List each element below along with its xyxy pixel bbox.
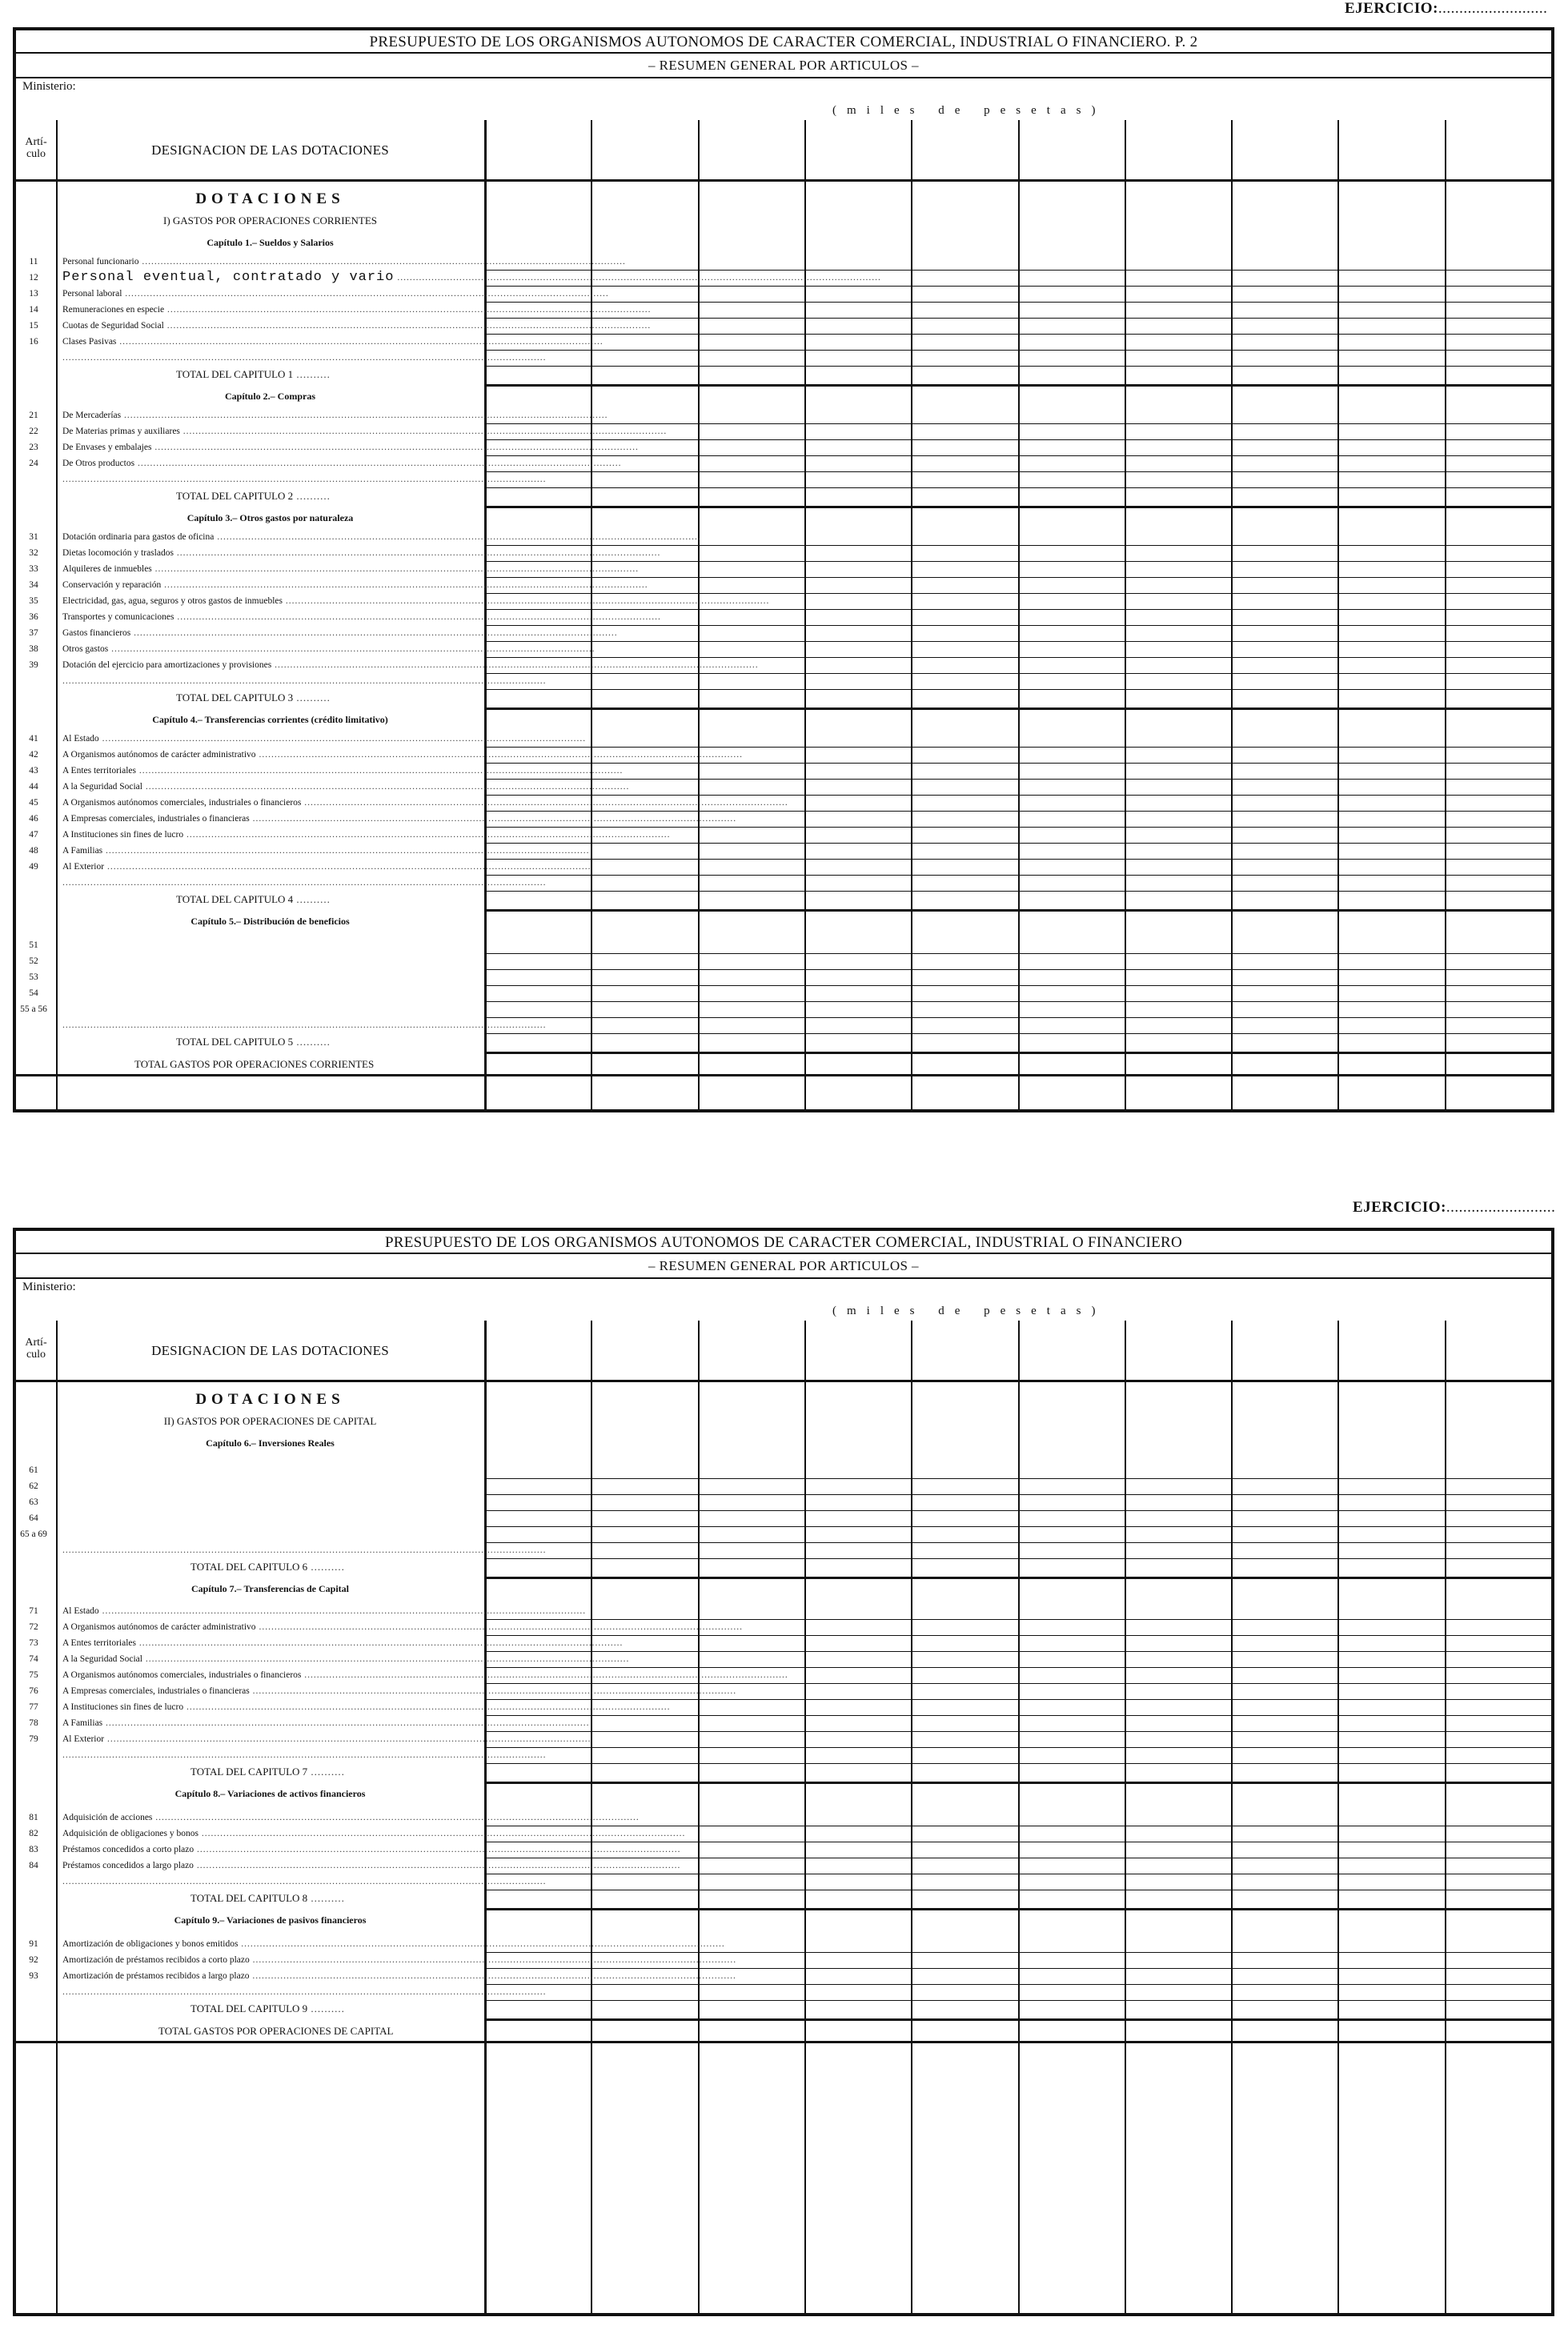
chapter-6-heading: Capítulo 6.– Inversiones Reales [206,1437,335,1449]
row-article-number: 73 [29,1638,38,1648]
row-designation: Al Exterior ............................................................................................................................................................ [62,862,592,872]
column-header-articulo: Artí-culo [25,136,47,160]
row-designation: Préstamos concedidos a corto plazo ............................................................................................................................................................ [62,1845,681,1854]
dotaciones-heading: DOTACIONES [195,190,345,207]
row-article-number: 65 a 69 [20,1529,47,1539]
row-designation: A Entes territoriales ............................................................................................................................................................ [62,766,624,776]
section-heading: I) GASTOS POR OPERACIONES CORRIENTES [162,214,377,226]
row-article-number: 49 [29,862,38,872]
total-chapter-8: TOTAL DEL CAPITULO 8 .......... [190,1892,345,1904]
row-article-number: 64 [29,1513,38,1523]
row-article-number: 37 [29,628,38,638]
total-chapter-7: TOTAL DEL CAPITULO 7 .......... [190,1766,345,1778]
column-header-designacion: DESIGNACION DE LAS DOTACIONES [151,142,389,158]
row-article-number: 16 [29,337,38,347]
total-chapter-1: TOTAL DEL CAPITULO 1 .......... [176,368,331,380]
row-article-number: 74 [29,1654,38,1664]
row-designation: Amortización de préstamos recibidos a corto plazo ............................................................................................................................................................ [62,1955,737,1965]
row-designation: A la Seguridad Social ............................................................................................................................................................ [62,1654,630,1664]
row-article-number: 93 [29,1971,38,1981]
row-article-number: 15 [29,321,38,331]
row-article-number: 12 [29,273,38,283]
row-article-number: 71 [29,1606,38,1616]
row-article-number: 43 [29,766,38,776]
row-article-number: 23 [29,443,38,452]
row-designation: Personal eventual, contratado y vario ............................................................................................................................................................ [62,270,881,285]
row-designation: A Organismos autónomos de carácter administrativo ............................................................................................................................................................ [62,1622,743,1632]
chapter-2-heading: Capítulo 2.– Compras [224,391,315,402]
ministerio-label: Ministerio: [22,80,76,93]
total-chapter-2: TOTAL DEL CAPITULO 2 .......... [176,490,331,502]
row-article-number: 47 [29,830,38,840]
row-designation: Adquisición de acciones ............................................................................................................................................................ [62,1813,640,1822]
budget-grid-2 [16,1321,1551,2313]
row-designation: Personal funcionario ............................................................................................................................................................ [62,257,626,267]
row-article-number: 33 [29,564,38,574]
row-designation: Transportes y comunicaciones ............................................................................................................................................................ [62,612,661,622]
chapter-5-heading: Capítulo 5.– Distribución de beneficios [190,916,350,927]
row-designation: De Envases y embalajes ............................................................................................................................................................ [62,443,639,452]
row-article-number: 51 [29,940,38,950]
form-subtitle: – RESUMEN GENERAL POR ARTICULOS – [648,58,919,73]
row-article-number: 46 [29,814,38,824]
row-designation: Gastos financieros ............................................................................................................................................................ [62,628,618,638]
row-article-number: 63 [29,1497,38,1507]
row-designation: Amortización de préstamos recibidos a largo plazo ............................................................................................................................................................ [62,1971,736,1981]
row-designation: Clases Pasivas ............................................................................................................................................................ [62,337,604,347]
row-article-number: 79 [29,1734,38,1744]
row-article-number: 77 [29,1702,38,1712]
total-operaciones-corrientes: TOTAL GASTOS POR OPERACIONES CORRIENTES [134,1058,375,1070]
row-designation: Amortización de obligaciones y bonos emitidos ............................................................................................................................................................ [62,1939,725,1949]
ejercicio-label: EJERCICIO:.......................... [1345,0,1548,17]
row-article-number: 32 [29,548,38,558]
dotted-filler: ............................................................................................................................................................ [62,475,547,484]
row-article-number: 83 [29,1845,38,1854]
budget-form-capital [13,1228,1554,2316]
row-designation: A Empresas comerciales, industriales o financieras ............................................................................................................................................................ [62,814,737,824]
row-designation: Dietas locomoción y traslados ............................................................................................................................................................ [62,548,661,558]
row-designation: A Familias ............................................................................................................................................................ [62,1718,590,1728]
row-designation: De Materias primas y auxiliares ............................................................................................................................................................ [62,427,668,436]
row-designation: A Entes territoriales ............................................................................................................................................................ [62,1638,624,1648]
row-article-number: 35 [29,596,38,606]
row-designation: A Organismos autónomos comerciales, industriales o financieros ............................................................................................................................................................ [62,798,788,808]
page-note: P. 2 [1174,34,1198,50]
row-article-number: 14 [29,305,38,315]
column-header-designacion: DESIGNACION DE LAS DOTACIONES [151,1343,389,1358]
row-designation: Cuotas de Seguridad Social ............................................................................................................................................................ [62,321,652,331]
budget-form-corrientes [13,27,1554,1112]
chapter-3-heading: Capítulo 3.– Otros gastos por naturaleza [186,512,354,523]
total-chapter-4: TOTAL DEL CAPITULO 4 .......... [176,893,331,905]
form-subtitle-2: – RESUMEN GENERAL POR ARTICULOS – [648,1258,919,1273]
row-article-number: 31 [29,532,38,542]
row-article-number: 81 [29,1813,38,1822]
row-article-number: 36 [29,612,38,622]
dotted-filler: ............................................................................................................................................................ [62,1750,547,1760]
row-article-number: 78 [29,1718,38,1728]
row-article-number: 21 [29,411,38,420]
row-article-number: 55 a 56 [20,1004,47,1014]
row-article-number: 13 [29,289,38,299]
row-designation: Electricidad, gas, agua, seguros y otros gastos de inmuebles ............................................................................................................................................................ [62,596,770,606]
dotted-filler: ............................................................................................................................................................ [62,1987,547,1997]
dotted-filler: ............................................................................................................................................................ [62,1545,547,1555]
row-article-number: 39 [29,660,38,670]
row-designation: De Mercaderías ............................................................................................................................................................ [62,411,608,420]
chapter-4-heading: Capítulo 4.– Transferencias corrientes (crédito limitativo) [152,714,388,725]
ejercicio-label-2: EJERCICIO:.......................... [1353,1199,1556,1216]
chapter-9-heading: Capítulo 9.– Variaciones de pasivos financieros [174,1914,367,1926]
row-designation: Préstamos concedidos a largo plazo ............................................................................................................................................................ [62,1861,681,1870]
row-designation: Dotación ordinaria para gastos de oficina ............................................................................................................................................................ [62,532,701,542]
row-article-number: 54 [29,988,38,998]
row-designation: A Instituciones sin fines de lucro ............................................................................................................................................................ [62,1702,671,1712]
row-designation: De Otros productos ............................................................................................................................................................ [62,459,622,468]
row-article-number: 76 [29,1686,38,1696]
ministerio-label-2: Ministerio: [22,1281,76,1293]
row-article-number: 82 [29,1829,38,1838]
row-article-number: 53 [29,972,38,982]
row-designation: A Instituciones sin fines de lucro ............................................................................................................................................................ [62,830,671,840]
row-article-number: 42 [29,750,38,760]
section-heading-2: II) GASTOS POR OPERACIONES DE CAPITAL [163,1415,377,1427]
column-header-articulo: Artí-culo [25,1337,47,1361]
budget-grid [16,120,1551,1109]
row-article-number: 38 [29,644,38,654]
dotted-filler: ............................................................................................................................................................ [62,878,547,888]
form-title: PRESUPUESTO DE LOS ORGANISMOS AUTONOMOS DE CARACTER COMERCIAL, INDUSTRIAL O FINANCIERO. P. 2 [369,34,1198,50]
row-article-number: 75 [29,1670,38,1680]
row-article-number: 84 [29,1861,38,1870]
total-chapter-9: TOTAL DEL CAPITULO 9 .......... [190,2002,345,2014]
row-designation: Al Exterior ............................................................................................................................................................ [62,1734,592,1744]
chapter-7-heading: Capítulo 7.– Transferencias de Capital [190,1583,349,1594]
total-chapter-6: TOTAL DEL CAPITULO 6 .......... [190,1561,345,1573]
row-article-number: 34 [29,580,38,590]
row-designation: Al Estado ............................................................................................................................................................ [62,1606,587,1616]
chapter-1-heading: Capítulo 1.– Sueldos y Salarios [207,237,334,248]
total-operaciones-capital: TOTAL GASTOS POR OPERACIONES DE CAPITAL [158,2025,394,2037]
row-article-number: 41 [29,734,38,744]
row-article-number: 61 [29,1465,38,1475]
row-article-number: 11 [29,257,38,267]
row-designation: Conservación y reparación ............................................................................................................................................................ [62,580,648,590]
row-article-number: 44 [29,782,38,792]
row-article-number: 72 [29,1622,38,1632]
row-article-number: 45 [29,798,38,808]
row-designation: Adquisición de obligaciones y bonos ............................................................................................................................................................ [62,1829,686,1838]
row-designation: Al Estado ............................................................................................................................................................ [62,734,587,744]
total-chapter-5: TOTAL DEL CAPITULO 5 .......... [176,1036,331,1048]
row-designation: A Organismos autónomos comerciales, industriales o financieros ............................................................................................................................................................ [62,1670,788,1680]
dotaciones-heading-2: DOTACIONES [195,1391,345,1408]
units-label-2: (miles de pesetas) [832,1305,1106,1317]
dotted-filler: ............................................................................................................................................................ [62,1877,547,1886]
form-title-2: PRESUPUESTO DE LOS ORGANISMOS AUTONOMOS DE CARACTER COMERCIAL, INDUSTRIAL O FINANCIERO [384,1234,1183,1251]
row-designation: A Familias ............................................................................................................................................................ [62,846,590,856]
row-article-number: 24 [29,459,38,468]
row-article-number: 22 [29,427,38,436]
dotted-filler: ............................................................................................................................................................ [62,1020,547,1030]
row-article-number: 91 [29,1939,38,1949]
row-designation: A la Seguridad Social ............................................................................................................................................................ [62,782,630,792]
row-article-number: 52 [29,956,38,966]
row-designation: Remuneraciones en especie ............................................................................................................................................................ [62,305,652,315]
row-article-number: 48 [29,846,38,856]
row-designation: A Organismos autónomos de carácter administrativo ............................................................................................................................................................ [62,750,743,760]
row-designation: Personal laboral ............................................................................................................................................................ [62,289,609,299]
row-designation: Alquileres de inmuebles ............................................................................................................................................................ [62,564,640,574]
dotted-filler: ............................................................................................................................................................ [62,353,547,363]
row-designation: Dotación del ejercicio para amortizaciones y provisiones ............................................................................................................................................................ [62,660,759,670]
row-designation: A Empresas comerciales, industriales o financieras ............................................................................................................................................................ [62,1686,737,1696]
total-chapter-3: TOTAL DEL CAPITULO 3 .......... [176,691,331,704]
row-article-number: 92 [29,1955,38,1965]
units-label: (miles de pesetas) [832,104,1106,117]
row-article-number: 62 [29,1481,38,1491]
dotted-filler: ............................................................................................................................................................ [62,676,547,686]
row-designation: Otros gastos ............................................................................................................................................................ [62,644,596,654]
chapter-8-heading: Capítulo 8.– Variaciones de activos financieros [174,1788,366,1799]
